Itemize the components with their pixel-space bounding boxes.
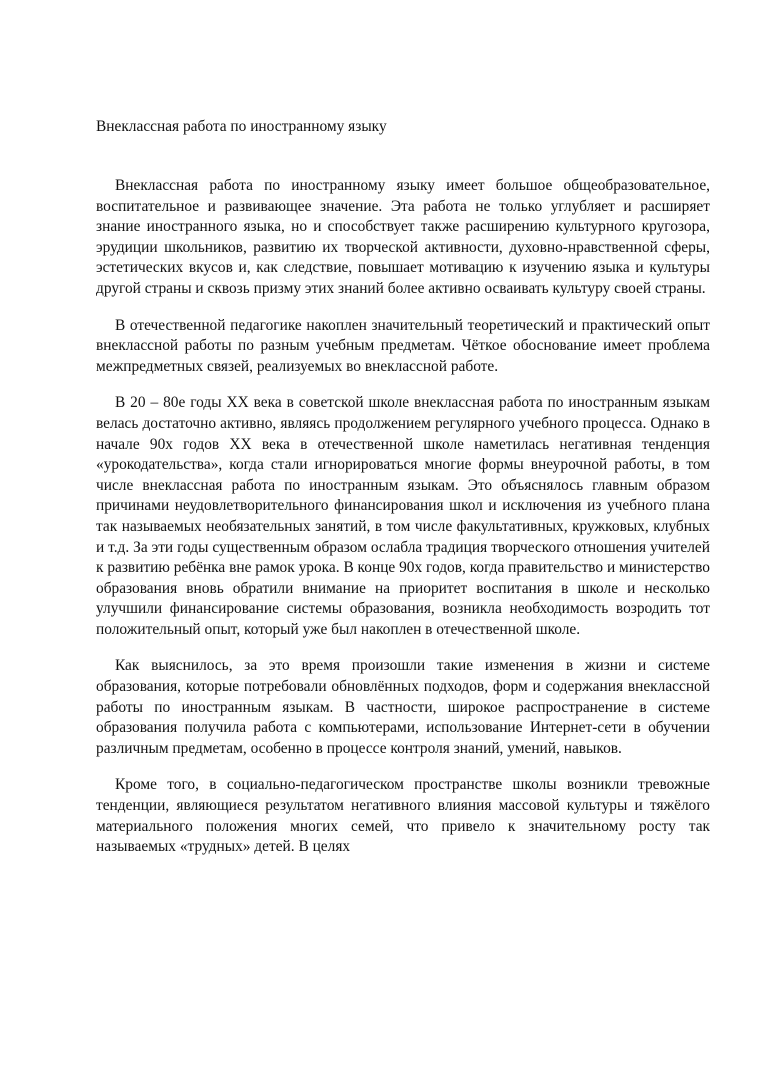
paragraph-5: Кроме того, в социально-педагогическом пространстве школы возникли тревожные тенденции, являющиеся результатом негативного влияния массовой культуры и тяжёлого материального положения многих семей, что привело к значительному росту так называемых «трудных» детей. В целях bbox=[96, 776, 710, 856]
paragraph-4: Как выяснилось, за это время произошли такие изменения в жизни и системе образования, которые потребовали обновлённых подходов, форм и содержания внеклассной работы по иностранным языкам. В частности, широкое распространение в системе образования получила работа с компьютерами, использование Интернет-сети в обучении различным предметам, особенно в процессе контроля знаний, умений, навыков. bbox=[96, 657, 710, 757]
paragraph-3: В 20 – 80е годы XX века в советской школе внеклассная работа по иностранным языкам велась достаточно активно, являясь продолжением регулярного учебного процесса. Однако в начале 90х годов XX века в отечественной школе наметилась негативная тенденция «урокодательства», когда стали игнорироваться многие формы внеурочной работы, в том числе внеклассная работа по иностранным языкам. Это объяснялось главным образом причинами неудовлетворительного финансирования школ и исключения из учебного плана так называемых необязательных занятий, в том числе факультативных, кружковых, клубных и т.д. За эти годы существенным образом ослабла традиция творческого отношения учителей к развитию ребёнка вне рамок урока. В конце 90х годов, когда правительство и министерство образования вновь обратили внимание на приоритет воспитания в школе и несколько улучшили финансирование системы образования, возникла необходимость возродить тот положительный опыт, который уже был накоплен в отечественной школе. bbox=[96, 394, 710, 638]
paragraph-1: Внеклассная работа по иностранному языку имеет большое общеобразовательное, воспитательное и развивающее значение. Эта работа не только углубляет и расширяет знание иностранного языка, но и способствует также расширению культурного кругозора, эрудиции школьников, развитию их творческой активности, духовно-нравственной сферы, эстетических вкусов и, как следствие, повышает мотивацию к изучению языка и культуры другой страны и сквозь призму этих знаний более активно осваивать культуру своей страны. bbox=[96, 177, 710, 297]
paragraph-2: В отечественной педагогике накоплен значительный теоретический и практический опыт внеклассной работы по разным учебным предметам. Чёткое обоснование имеет проблема межпредметных связей, реализуемых во внеклассной работе. bbox=[96, 316, 710, 375]
document-title: Внеклассная работа по иностранному языку bbox=[96, 118, 387, 135]
document-body bbox=[96, 176, 710, 874]
